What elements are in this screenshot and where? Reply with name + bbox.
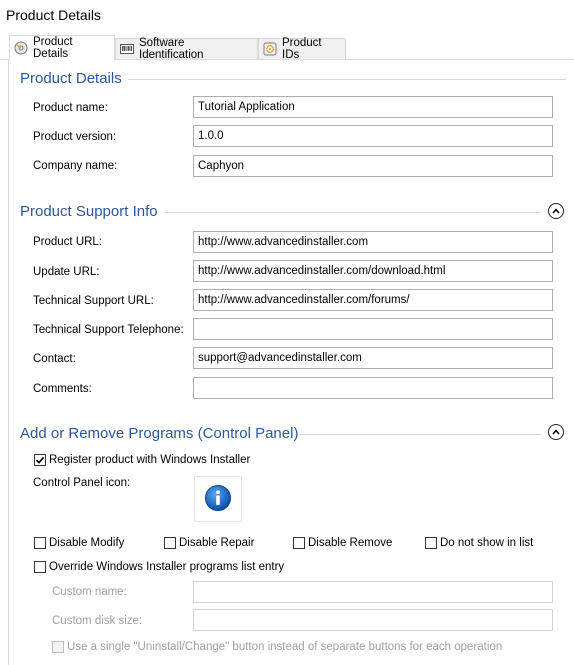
custom-disk-size-field[interactable] <box>193 609 553 631</box>
window-title: Product Details <box>6 7 101 23</box>
product-details-icon <box>14 41 28 55</box>
barcode-icon <box>120 42 134 56</box>
disable-remove-option[interactable] <box>293 537 392 549</box>
section-title-product-details: Product Details <box>20 70 122 87</box>
control-panel-icon-picker[interactable] <box>194 476 242 522</box>
section-divider <box>128 79 566 80</box>
single-button-option[interactable] <box>52 641 502 653</box>
tab-label: Product Details <box>33 36 73 60</box>
disable-remove-label: Disable Remove <box>308 537 393 549</box>
control-panel-icon-label: Control Panel icon: <box>33 477 131 489</box>
section-title-support-info: Product Support Info <box>20 203 158 220</box>
contact-field[interactable]: support@advancedinstaller.com <box>193 347 553 369</box>
disable-modify-option[interactable] <box>34 537 124 549</box>
tab-product-details[interactable] <box>9 35 115 60</box>
contact-label: Contact: <box>33 353 76 365</box>
do-not-show-option[interactable] <box>425 537 533 549</box>
do-not-show-checkbox[interactable] <box>425 537 437 549</box>
collapse-arp-button[interactable] <box>548 424 564 440</box>
chevron-up-icon <box>552 205 560 217</box>
update-url-field[interactable]: http://www.advancedinstaller.com/download.html <box>193 260 553 282</box>
product-name-label: Product name: <box>33 102 108 114</box>
register-product-option[interactable] <box>34 454 250 466</box>
comments-label: Comments: <box>33 383 92 395</box>
disable-modify-label: Disable Modify <box>49 537 125 549</box>
single-button-label: Use a single "Uninstall/Change" button instead of separate buttons for each operation <box>67 641 503 653</box>
section-divider <box>300 434 541 435</box>
product-ids-icon <box>263 42 277 56</box>
single-button-checkbox[interactable] <box>52 641 64 653</box>
info-icon <box>204 484 232 515</box>
override-entry-checkbox[interactable] <box>34 561 46 573</box>
custom-name-label: Custom name: <box>52 586 127 598</box>
product-url-field[interactable]: http://www.advancedinstaller.com <box>193 231 553 253</box>
register-product-checkbox[interactable] <box>34 454 46 466</box>
product-url-label: Product URL: <box>33 236 103 248</box>
company-name-label: Company name: <box>33 160 118 172</box>
product-name-field[interactable]: Tutorial Application <box>193 96 553 118</box>
tech-support-url-label: Technical Support URL: <box>33 295 154 307</box>
override-entry-option[interactable] <box>34 561 284 573</box>
tab-label: Product IDs <box>282 37 322 61</box>
disable-repair-label: Disable Repair <box>179 537 255 549</box>
section-divider <box>165 212 541 213</box>
override-entry-label: Override Windows Installer programs list entry <box>49 561 285 573</box>
tab-product-ids[interactable] <box>258 38 346 59</box>
custom-name-field[interactable] <box>193 581 553 603</box>
tech-support-phone-label: Technical Support Telephone: <box>33 324 184 336</box>
collapse-support-info-button[interactable] <box>548 203 564 219</box>
comments-field[interactable] <box>193 377 553 399</box>
disable-repair-checkbox[interactable] <box>164 537 176 549</box>
disable-modify-checkbox[interactable] <box>34 537 46 549</box>
tech-support-url-field[interactable]: http://www.advancedinstaller.com/forums/ <box>193 289 553 311</box>
tab-software-identification[interactable] <box>115 38 258 59</box>
tab-label: Software Identification <box>139 37 204 61</box>
custom-disk-size-label: Custom disk size: <box>52 615 143 627</box>
disable-repair-option[interactable] <box>164 537 254 549</box>
update-url-label: Update URL: <box>33 266 100 278</box>
company-name-field[interactable]: Caphyon <box>193 155 553 177</box>
do-not-show-label: Do not show in list <box>440 537 534 549</box>
section-title-arp: Add or Remove Programs (Control Panel) <box>20 425 299 442</box>
chevron-up-icon <box>552 426 560 438</box>
disable-remove-checkbox[interactable] <box>293 537 305 549</box>
product-version-field[interactable]: 1.0.0 <box>193 125 553 147</box>
register-product-label: Register product with Windows Installer <box>49 454 251 466</box>
product-version-label: Product version: <box>33 131 117 143</box>
tech-support-phone-field[interactable] <box>193 318 553 340</box>
